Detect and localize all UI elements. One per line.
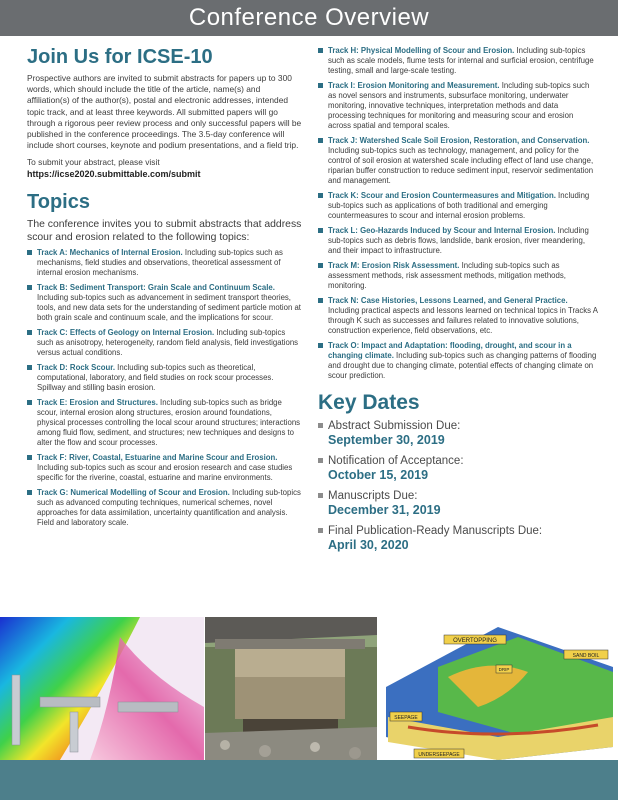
track-description: Including sub-topics such as bridge scour, internal erosion along structures, erosion around foundations, physical processes controlling the local scour around structures; interactions among fluid flow, sediment, and structures; new techniques and designs to alter the flow and scour processes. — [37, 398, 301, 448]
topics-intro: The conference invites you to submit abstracts that address scour and erosion related to the following topics: — [27, 219, 302, 244]
bridge-pier-graphic — [205, 617, 377, 760]
sand-boil-label: SAND BOIL — [572, 653, 600, 659]
banner — [0, 0, 618, 36]
track-description: Including sub-topics such as novel sensors and instruments, subsurface monitoring, underwater monitoring, innovative techniques, interpretation methods and data processing techniques for monitoring and measuring scour and erosion across spatial and temporal scales. — [328, 81, 590, 130]
date-item — [318, 419, 598, 448]
levee-diagram — [378, 617, 618, 760]
track-title: Track K: Scour and Erosion Countermeasures and Mitigation. — [328, 191, 556, 200]
track-description: Including sub-topics such as debris flows, landslide, bank erosion, river meandering, and their impact to infrastructure. — [328, 226, 589, 255]
track-description: Including sub-topics such as technology, management, and policy for the control of soil erosion at watershed scale including effect of land use change, riparian buffer construction to reduce sediment input, reservoir sedimentation and management. — [328, 146, 594, 185]
track-item — [318, 296, 598, 336]
square-bullet-icon — [27, 365, 32, 370]
track-description: Including sub-topics such as advanced computing techniques, numerical schemes, novel approaches for data assimilation, uncertainty quantification and analysis. Field and laboratory scale. — [37, 488, 301, 528]
track-item — [27, 283, 302, 323]
track-title: Track E: Erosion and Structures. — [37, 398, 158, 408]
date-item — [318, 524, 598, 553]
track-description: Including sub-topics such as changing patterns of flooding and drought due to changing climate, potential effects of changing climate on scour prediction. — [328, 351, 597, 380]
track-item — [318, 226, 598, 256]
date-value: October 15, 2019 — [328, 468, 429, 482]
track-description: Including sub-topics such as mechanisms, field studies and observations, theoretical assessment of internal erosion mechanisms. — [37, 248, 283, 278]
track-item — [27, 248, 302, 278]
track-description: Including sub-topics such as scale models, flume tests for internal and surficial erosion, centrifuge testing, small and large-scale testing. — [328, 46, 594, 75]
track-item — [27, 453, 302, 483]
track-item — [27, 488, 302, 528]
square-bullet-icon — [318, 138, 323, 143]
date-label: Notification of Acceptance: — [328, 455, 464, 467]
square-bullet-icon — [318, 493, 323, 498]
underseepage-label: UNDERSEEPAGE — [418, 752, 460, 758]
square-bullet-icon — [318, 423, 323, 428]
square-bullet-icon — [318, 528, 323, 533]
join-heading: Join Us for ICSE-10 — [27, 46, 213, 68]
track-description: Including sub-topics such as theoretical, computational, laboratory, and field studies on rock scour processes. Spillway and stilling basin erosion. — [37, 363, 274, 393]
simulation-graphic — [0, 617, 204, 760]
track-item — [27, 363, 302, 393]
date-value: September 30, 2019 — [328, 433, 445, 447]
date-label: Manuscripts Due: — [328, 490, 418, 502]
date-value: December 31, 2019 — [328, 503, 441, 517]
track-item — [318, 46, 598, 76]
track-description: Including sub-topics such as applications of both traditional and emerging countermeasures to scour and internal erosion problems. — [328, 191, 590, 220]
right-column — [318, 46, 598, 559]
track-description: Including sub-topics such as advancement in sediment transport theories, tools, and new data sets for the understanding of sediment particle motion at both grain scale and continuum scale, and the implications for scour. — [37, 293, 301, 323]
date-item — [318, 489, 598, 518]
track-title: Track M: Erosion Risk Assessment. — [328, 261, 460, 270]
track-title: Track O: Impact and Adaptation: flooding, drought, and scour in a changing climate. — [328, 341, 572, 360]
track-title: Track C: Effects of Geology on Internal Erosion. — [37, 328, 215, 338]
track-title: Track A: Mechanics of Internal Erosion. — [37, 248, 183, 258]
square-bullet-icon — [27, 250, 32, 255]
key-dates-list — [318, 419, 598, 553]
square-bullet-icon — [318, 458, 323, 463]
track-title: Track B: Sediment Transport: Grain Scale and Continuum Scale. — [37, 283, 275, 293]
date-label: Abstract Submission Due: — [328, 420, 461, 432]
track-title: Track L: Geo-Hazards Induced by Scour and Internal Erosion. — [328, 226, 556, 235]
banner-title: Conference Overview — [188, 4, 430, 31]
track-title: Track H: Physical Modelling of Scour and Erosion. — [328, 46, 515, 55]
track-title: Track N: Case Histories, Lessons Learned, and General Practice. — [328, 296, 568, 305]
track-list-left — [27, 248, 302, 528]
footer-band — [0, 760, 618, 800]
topics-heading: Topics — [27, 191, 90, 214]
date-item — [318, 454, 598, 483]
square-bullet-icon — [318, 193, 323, 198]
date-value: April 30, 2020 — [328, 538, 409, 552]
square-bullet-icon — [318, 298, 323, 303]
track-title: Track G: Numerical Modelling of Scour and Erosion. — [37, 488, 230, 498]
key-dates-heading: Key Dates — [318, 391, 420, 414]
square-bullet-icon — [318, 48, 323, 53]
seepage-label: SEEPAGE — [394, 715, 418, 721]
square-bullet-icon — [318, 263, 323, 268]
overtopping-label: OVERTOPPING — [453, 638, 497, 644]
track-item — [318, 261, 598, 291]
track-item — [318, 191, 598, 221]
square-bullet-icon — [27, 490, 32, 495]
square-bullet-icon — [318, 228, 323, 233]
square-bullet-icon — [27, 285, 32, 290]
square-bullet-icon — [27, 400, 32, 405]
track-title: Track I: Erosion Monitoring and Measurement. — [328, 81, 500, 90]
track-item — [318, 81, 598, 131]
square-bullet-icon — [318, 83, 323, 88]
square-bullet-icon — [27, 455, 32, 460]
track-description: Including sub-topics such as assessment methods, risk assessment methods, mitigation methods, monitoring. — [328, 261, 566, 290]
levee-diagram-graphic — [378, 617, 618, 760]
photo-strip — [0, 617, 618, 760]
track-item — [318, 136, 598, 186]
submit-text: To submit your abstract, please visit — [27, 157, 160, 168]
track-title: Track F: River, Coastal, Estuarine and Marine Scour and Erosion. — [37, 453, 278, 463]
track-description: Including sub-topics such as anisotropy, heterogeneity, random field analysis, field investigations versus actual conditions. — [37, 328, 299, 358]
track-item — [27, 398, 302, 448]
track-description: Including practical aspects and lessons learned on technical topics in Tracks A through K such as successes and failures related to innovative solutions, construction experience, field observations, etc. — [328, 306, 598, 335]
track-title: Track J: Watershed Scale Soil Erosion, Restoration, and Conservation. — [328, 136, 590, 145]
track-item — [318, 341, 598, 381]
date-label: Final Publication-Ready Manuscripts Due: — [328, 525, 543, 537]
simulation-image — [0, 617, 204, 760]
track-list-right — [318, 46, 598, 381]
drip-label: DRIP — [498, 667, 510, 672]
bridge-pier-photo — [205, 617, 377, 760]
join-paragraph: Prospective authors are invited to submit abstracts for papers up to 300 words, which should include the title of the article, name(s) and affiliation(s) of the author(s), postal and electronic addresses, intended topic track, and at least three keywords. All submitted papers will go through a rigorous peer review process and only successful papers will be published in the conference proceedings. The 3.5-day conference will include short courses, keynote and podium presentations, and a field trip. — [27, 73, 302, 151]
track-item — [27, 328, 302, 358]
square-bullet-icon — [27, 330, 32, 335]
track-description: Including sub-topics such as scour and erosion research and case studies specific for the riverine, coastal, estuarine and marine environments. — [37, 463, 293, 483]
submit-url-link[interactable]: https://icse2020.submittable.com/submit — [27, 169, 201, 180]
square-bullet-icon — [318, 343, 323, 348]
left-column — [27, 46, 302, 533]
track-title: Track D: Rock Scour. — [37, 363, 115, 373]
